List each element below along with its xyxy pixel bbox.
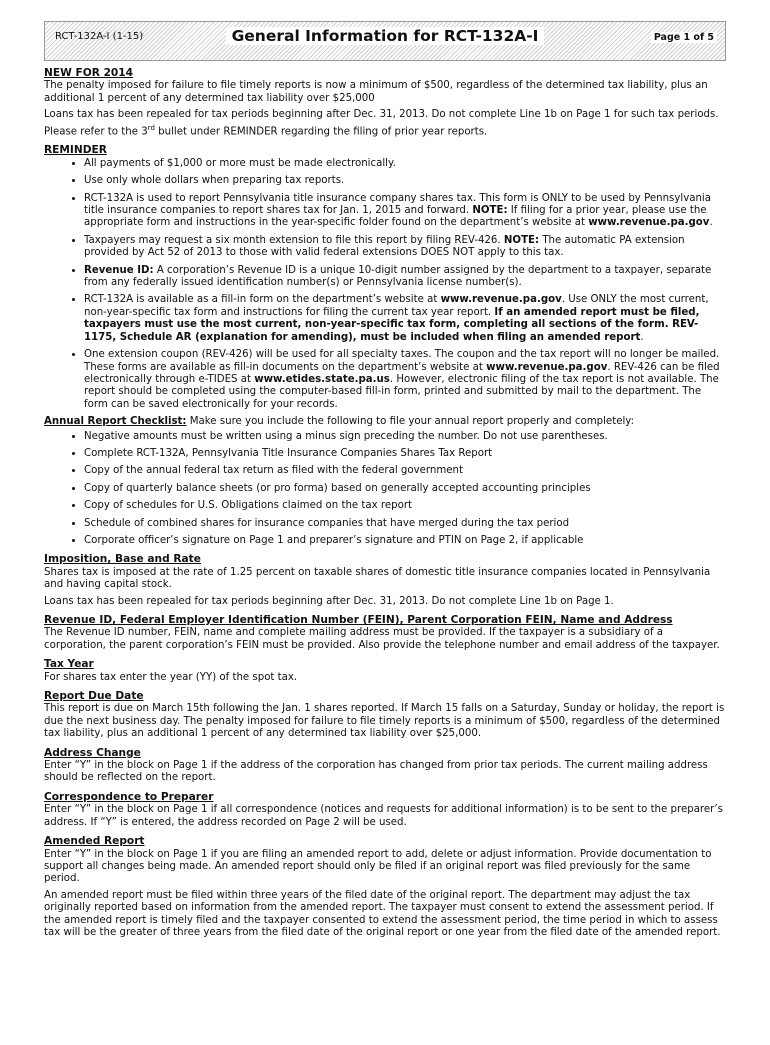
heading-address-change: Address Change — [44, 746, 141, 759]
website-link[interactable]: www.revenue.pa.gov — [486, 361, 608, 373]
text-run: . — [640, 331, 644, 343]
amended-paragraph-1: Enter “Y” in the block on Page 1 if you are filing an amended report to add, delete or adjust information. Provide documentation to support all changes being made. An amended report should only be filed if an original report was filed previously for the same period. — [44, 848, 712, 885]
text-run: One extension coupon (REV-426) will be used for all specialty taxes. The coupon and the tax report will no longer be mailed. These forms are available as fill-in documents on the department’s website at — [84, 349, 720, 373]
list-item: • Corporate officer’s signature on Page 1 and preparer’s signature and PTIN on Page 2, if applicable — [84, 535, 726, 547]
text-run: Loans tax has been repealed for tax periods beginning after Dec. 31, 2013. Do not complete Line 1b on Page 1 for such tax periods. Please refer to the 3 — [44, 109, 719, 138]
tax-year-paragraph: For shares tax enter the year (YY) of the spot tax. — [44, 671, 298, 683]
checklist-intro — [44, 416, 726, 428]
due-date-paragraph: This report is due on March 15th following the Jan. 1 shares reported. If March 15 falls on a Saturday, Sunday or holiday, the report is due the next business day. The penalty imposed for failure to file timely reports is a minimum of $500, regardless of the determined tax liability, plus an additional 1 percent of any determined tax liability over $25,000. — [44, 703, 725, 740]
heading-imposition: Imposition, Base and Rate — [44, 553, 201, 566]
text-run: The automatic PA extension provided by Act 52 of 2013 to those with valid federal extensions DOES NOT apply to this tax. — [84, 234, 685, 259]
imposition-paragraph-2: Loans tax has been repealed for tax periods beginning after Dec. 31, 2013. Do not complete Line 1b on Page 1. — [44, 595, 614, 607]
amended-paragraph-2: An amended report must be filed within three years of the filed date of the original report. The department may adjust the tax originally reported based on information from the amended report. The taxpayer must consent to extend the assessment period. If the amended report is timely filed and the taxpayer consented to extend the assessment period, the time period in which to assess tax will be the greater of three years from the filed date of the original report or one year from the filed date of the amended report. — [44, 889, 721, 938]
address-change-paragraph: Enter “Y” in the block on Page 1 if the address of the corporation has changed from prior tax periods. The current mailing address should be reflected on the report. — [44, 760, 708, 784]
text-run: If filing for a prior year, please use the appropriate form and instructions in the year-specific folder found on the department’s website at — [84, 205, 707, 229]
etides-link[interactable]: www.etides.state.pa.us — [254, 373, 390, 385]
list-item: • Negative amounts must be written using a minus sign preceding the number. Do not use parentheses. — [84, 431, 726, 443]
imposition-paragraph-1: Shares tax is imposed at the rate of 1.25 percent on taxable shares of domestic title insurance companies located in Pennsylvania and having capital stock. — [44, 566, 711, 591]
new-2014-paragraph-2 — [44, 109, 726, 138]
page-number: Page 1 of 5 — [651, 32, 717, 43]
text-run: RCT-132A is used to report Pennsylvania title insurance company shares tax. This form is ONLY to be used by Pennsylvania title insurance companies to report shares tax for Jan. 1, 2015 and forward. — [84, 192, 712, 217]
text-run: . However, electronic filing of the tax report is not available. The report should be completed using the computer-based fill-in form, printed and submitted by mail to the department. The form can be saved electronically for your records. — [84, 373, 719, 410]
text-run: . REV-426 can be filed electronically through e-TIDES at — [84, 361, 720, 385]
text-run: A corporation’s Revenue ID is a unique 10-digit number assigned by the department to a taxpayer, separate from any federally issued identification number(s) or Pennsylvania license number(s). — [84, 264, 712, 289]
list-item: • All payments of $1,000 or more must be made electronically. — [84, 158, 726, 170]
heading-annual-report-checklist: Annual Report Checklist: — [44, 416, 187, 428]
list-item: • Use only whole dollars when preparing tax reports. — [84, 175, 726, 187]
superscript: rd — [147, 123, 155, 132]
revenue-id-label: Revenue ID: — [84, 264, 154, 276]
text-run: RCT-132A is available as a fill-in form on the department’s website at — [84, 294, 441, 306]
list-item: • Copy of schedules for U.S. Obligations claimed on the tax report — [84, 500, 726, 512]
heading-revenue-id: Revenue ID, Federal Employer Identification Number (FEIN), Parent Corporation FEIN, Name and Address — [44, 614, 673, 627]
text-run: . Use ONLY the most current, non-year-specific tax form and instructions for filing the current tax year report. — [84, 294, 709, 318]
amended-report-warning: If an amended report must be filed, taxpayers must use the most current, non-year-specific tax form, completing all sections of the form. REV-1175, Schedule AR (explanation for amending), must be included when filing an amended report — [84, 306, 700, 343]
text-run: bullet under REMINDER regarding the filing of prior year reports. — [154, 126, 488, 138]
correspondence-paragraph: Enter “Y” in the block on Page 1 if all correspondence (notices and requests for additional information) is to be sent to the preparer’s address. If “Y” is entered, the address recorded on Page 2 will be used. — [44, 804, 723, 828]
list-item — [84, 265, 726, 290]
heading-correspondence: Correspondence to Preparer — [44, 790, 214, 803]
list-item — [84, 235, 726, 260]
checklist-list — [44, 431, 726, 548]
list-item: • Schedule of combined shares for insurance companies that have merged during the tax period — [84, 518, 726, 530]
text-run: Make sure you include the following to file your annual report properly and completely: — [186, 416, 635, 428]
list-item — [84, 349, 726, 411]
website-link[interactable]: www.revenue.pa.gov — [588, 217, 710, 229]
page-title — [45, 27, 725, 45]
list-item: • Copy of quarterly balance sheets (or pro forma) based on generally accepted accounting principles — [84, 483, 726, 495]
heading-reminder: REMINDER — [44, 144, 107, 157]
revenue-id-paragraph: The Revenue ID number, FEIN, name and complete mailing address must be provided. If the taxpayer is a subsidiary of a corporation, the parent corporation’s FEIN must be provided. Also provide the telephone number and email address of the taxpayer. — [44, 627, 720, 651]
note-label: NOTE: — [472, 205, 508, 217]
text-run: Taxpayers may request a six month extension to file this report by filing REV-426. — [84, 234, 504, 246]
heading-new-for-2014: NEW FOR 2014 — [44, 67, 134, 79]
list-item: • Copy of the annual federal tax return as filed with the federal government — [84, 465, 726, 477]
form-header — [44, 21, 726, 61]
list-item: • Complete RCT-132A, Pennsylvania Title Insurance Companies Shares Tax Report — [84, 448, 726, 460]
new-2014-paragraph-1: The penalty imposed for failure to file timely reports is now a minimum of $500, regardless of the determined tax liability, plus an additional 1 percent of any determined tax liability over $25,000 — [44, 80, 708, 104]
page-title-text: General Information for RCT-132A-I — [226, 27, 545, 45]
form-id: RCT-132A-I (1-15) — [55, 31, 144, 42]
document-page — [0, 21, 770, 1045]
heading-amended-report: Amended Report — [44, 835, 145, 848]
heading-report-due-date: Report Due Date — [44, 690, 144, 703]
heading-tax-year: Tax Year — [44, 658, 94, 671]
text-run: . — [709, 217, 713, 229]
document-body — [44, 67, 726, 939]
list-item — [84, 294, 726, 344]
website-link[interactable]: www.revenue.pa.gov — [440, 294, 562, 306]
reminder-list — [44, 158, 726, 411]
note-label: NOTE: — [503, 234, 540, 246]
list-item — [84, 193, 726, 230]
